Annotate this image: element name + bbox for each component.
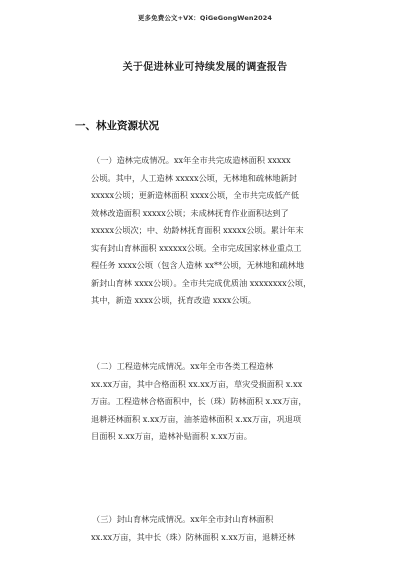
document-title: 关于促进林业可持续发展的调查报告 (122, 62, 288, 73)
paragraph-engineering-afforestation (91, 358, 353, 446)
paragraph-line: xxxxx公顷；更新造林面积 xxxx公顷，全市共完成低产低 (91, 190, 299, 200)
paragraph-line: 新封山育林 xxxx公顷）。全市共完成优质油 xxxxxxxx公顷， (91, 277, 312, 288)
paragraph-line: （三）封山育林完成情况。xx年全市封山育林面积 (92, 514, 274, 524)
paragraph-line: （二）工程造林完成情况。xx年全市各类工程造林 (92, 361, 274, 371)
paragraph-line: 目面积 x.xx万亩，造林补贴面积 x.xx万亩。 (91, 431, 252, 441)
paragraph-line: 退耕还林面积 x.xx万亩，油茶造林面积 x.xx万亩，巩退项 (91, 413, 302, 424)
header-note: 更多免费公文+VX：QiGeGongWen2024 (137, 14, 273, 22)
paragraph-line: 实有封山育林面积 xxxxxx公顷。全市完成国家林业重点工 (91, 242, 302, 253)
paragraph-mountain-closure (91, 511, 353, 546)
paragraph-line: xxxxx公顷次；中、幼龄林抚育面积 xxxxx公顷。累计年末 (91, 225, 304, 235)
paragraph-line: 效林改造面积 xxxxx公顷；未成林抚育作业面积达到了 (91, 207, 289, 218)
paragraph-line: xx.xx万亩，其中合格面积 xx.xx万亩，草灾受损面积 x.xx (91, 378, 303, 389)
paragraph-line: （一）造林完成情况。xx年全市共完成造林面积 xxxxx (92, 155, 291, 165)
paragraph-line: 公顷。其中，人工造林 xxxxx公顷，无林地和疏林地新封 (91, 172, 297, 183)
paragraph-line: 万亩。工程造林合格面积中，长（珠）防林面积 x.xx万亩， (91, 396, 307, 406)
paragraph-line: 程任务 xxxx公顷（包含人造林 xx**公顷，无林地和疏林地 (91, 260, 305, 270)
paragraph-line: 其中，新造 xxxx公顷，抚育改造 xxxx公顷。 (91, 295, 256, 305)
section-heading: 一、林业资源状况 (75, 120, 159, 132)
paragraph-afforestation (91, 152, 353, 310)
paragraph-line: xx.xx万亩，其中长（珠）防林面积 x.xx万亩，退耕还林 (91, 531, 295, 542)
